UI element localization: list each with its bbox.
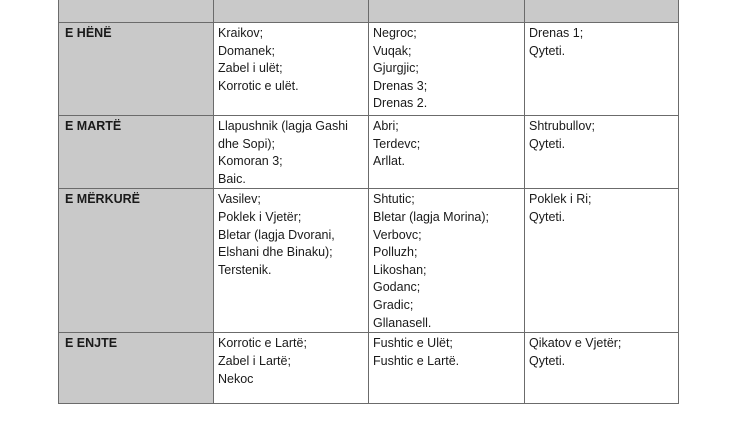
location-line: Korrotic e ulët. (218, 78, 299, 93)
table-row (59, 189, 679, 333)
location-line: Drenas 2. (373, 96, 428, 111)
location-cell (214, 23, 369, 116)
location-line: Likoshan; (373, 262, 427, 277)
location-line: Drenas 1; (529, 26, 584, 40)
location-cell (525, 23, 679, 116)
location-line: Qyteti. (529, 136, 566, 151)
location-cell (525, 333, 679, 404)
location-line: Komoran 3; (218, 154, 283, 169)
header-cell (59, 0, 214, 23)
table-row (59, 116, 679, 189)
location-line: Vuqak; (373, 43, 412, 58)
location-line: Terstenik. (218, 262, 272, 277)
location-line: Arllat. (373, 154, 405, 169)
header-cell (214, 0, 369, 23)
location-line: Verbovc; (373, 227, 422, 242)
location-line: Gjurgjic; (373, 61, 419, 76)
location-cell (525, 189, 679, 333)
location-line: Abri; (373, 119, 399, 133)
location-line: Qyteti. (529, 353, 566, 368)
location-line: Elshani dhe Binaku); (218, 245, 333, 260)
location-line: Vasilev; (218, 192, 261, 207)
day-cell: E MËRKURË (59, 189, 214, 333)
location-line: Shtutic; (373, 192, 415, 207)
location-line: Drenas 3; (373, 78, 428, 93)
location-line: Baic. (218, 171, 246, 186)
location-line: Llapushnik (lagja Gashi (218, 119, 348, 133)
location-line: Polluzh; (373, 245, 418, 260)
location-line: Poklek i Vjetër; (218, 209, 302, 224)
location-line: Poklek i Ri; (529, 192, 592, 207)
location-line: Bletar (lagja Morina); (373, 209, 490, 224)
location-cell (214, 116, 369, 189)
location-cell (369, 116, 525, 189)
location-cell (525, 116, 679, 189)
location-line: Shtrubullov; (529, 119, 596, 133)
table-header-row (59, 0, 679, 23)
location-line: Negroc; (373, 26, 417, 40)
location-line: Terdevc; (373, 136, 421, 151)
location-cell (369, 23, 525, 116)
location-line: Gradic; (373, 297, 414, 312)
location-line: Qikatov e Vjetër; (529, 336, 622, 351)
schedule-table (58, 0, 679, 404)
table-row (59, 333, 679, 404)
header-cell (525, 0, 679, 23)
table-row (59, 23, 679, 116)
location-line: Gllanasell. (373, 315, 432, 330)
location-cell (369, 189, 525, 333)
location-line: Bletar (lagja Dvorani, (218, 227, 335, 242)
day-cell: E HËNË (59, 23, 214, 116)
location-line: Korrotic e Lartë; (218, 336, 307, 351)
location-line: Zabel i Lartë; (218, 353, 291, 368)
location-line: Nekoc (218, 371, 254, 386)
location-cell (369, 333, 525, 404)
location-line: Qyteti. (529, 209, 566, 224)
day-cell: E MARTË (59, 116, 214, 189)
location-line: dhe Sopi); (218, 136, 275, 151)
header-cell (369, 0, 525, 23)
location-line: Fushtic e Ulët; (373, 336, 453, 351)
location-line: Zabel i ulët; (218, 61, 283, 76)
location-line: Domanek; (218, 43, 275, 58)
location-line: Fushtic e Lartë. (373, 353, 460, 368)
location-cell (214, 189, 369, 333)
day-cell: E ENJTE (59, 333, 214, 404)
location-cell (214, 333, 369, 404)
location-line: Qyteti. (529, 43, 566, 58)
location-line: Kraikov; (218, 26, 264, 40)
location-line: Godanc; (373, 280, 421, 295)
